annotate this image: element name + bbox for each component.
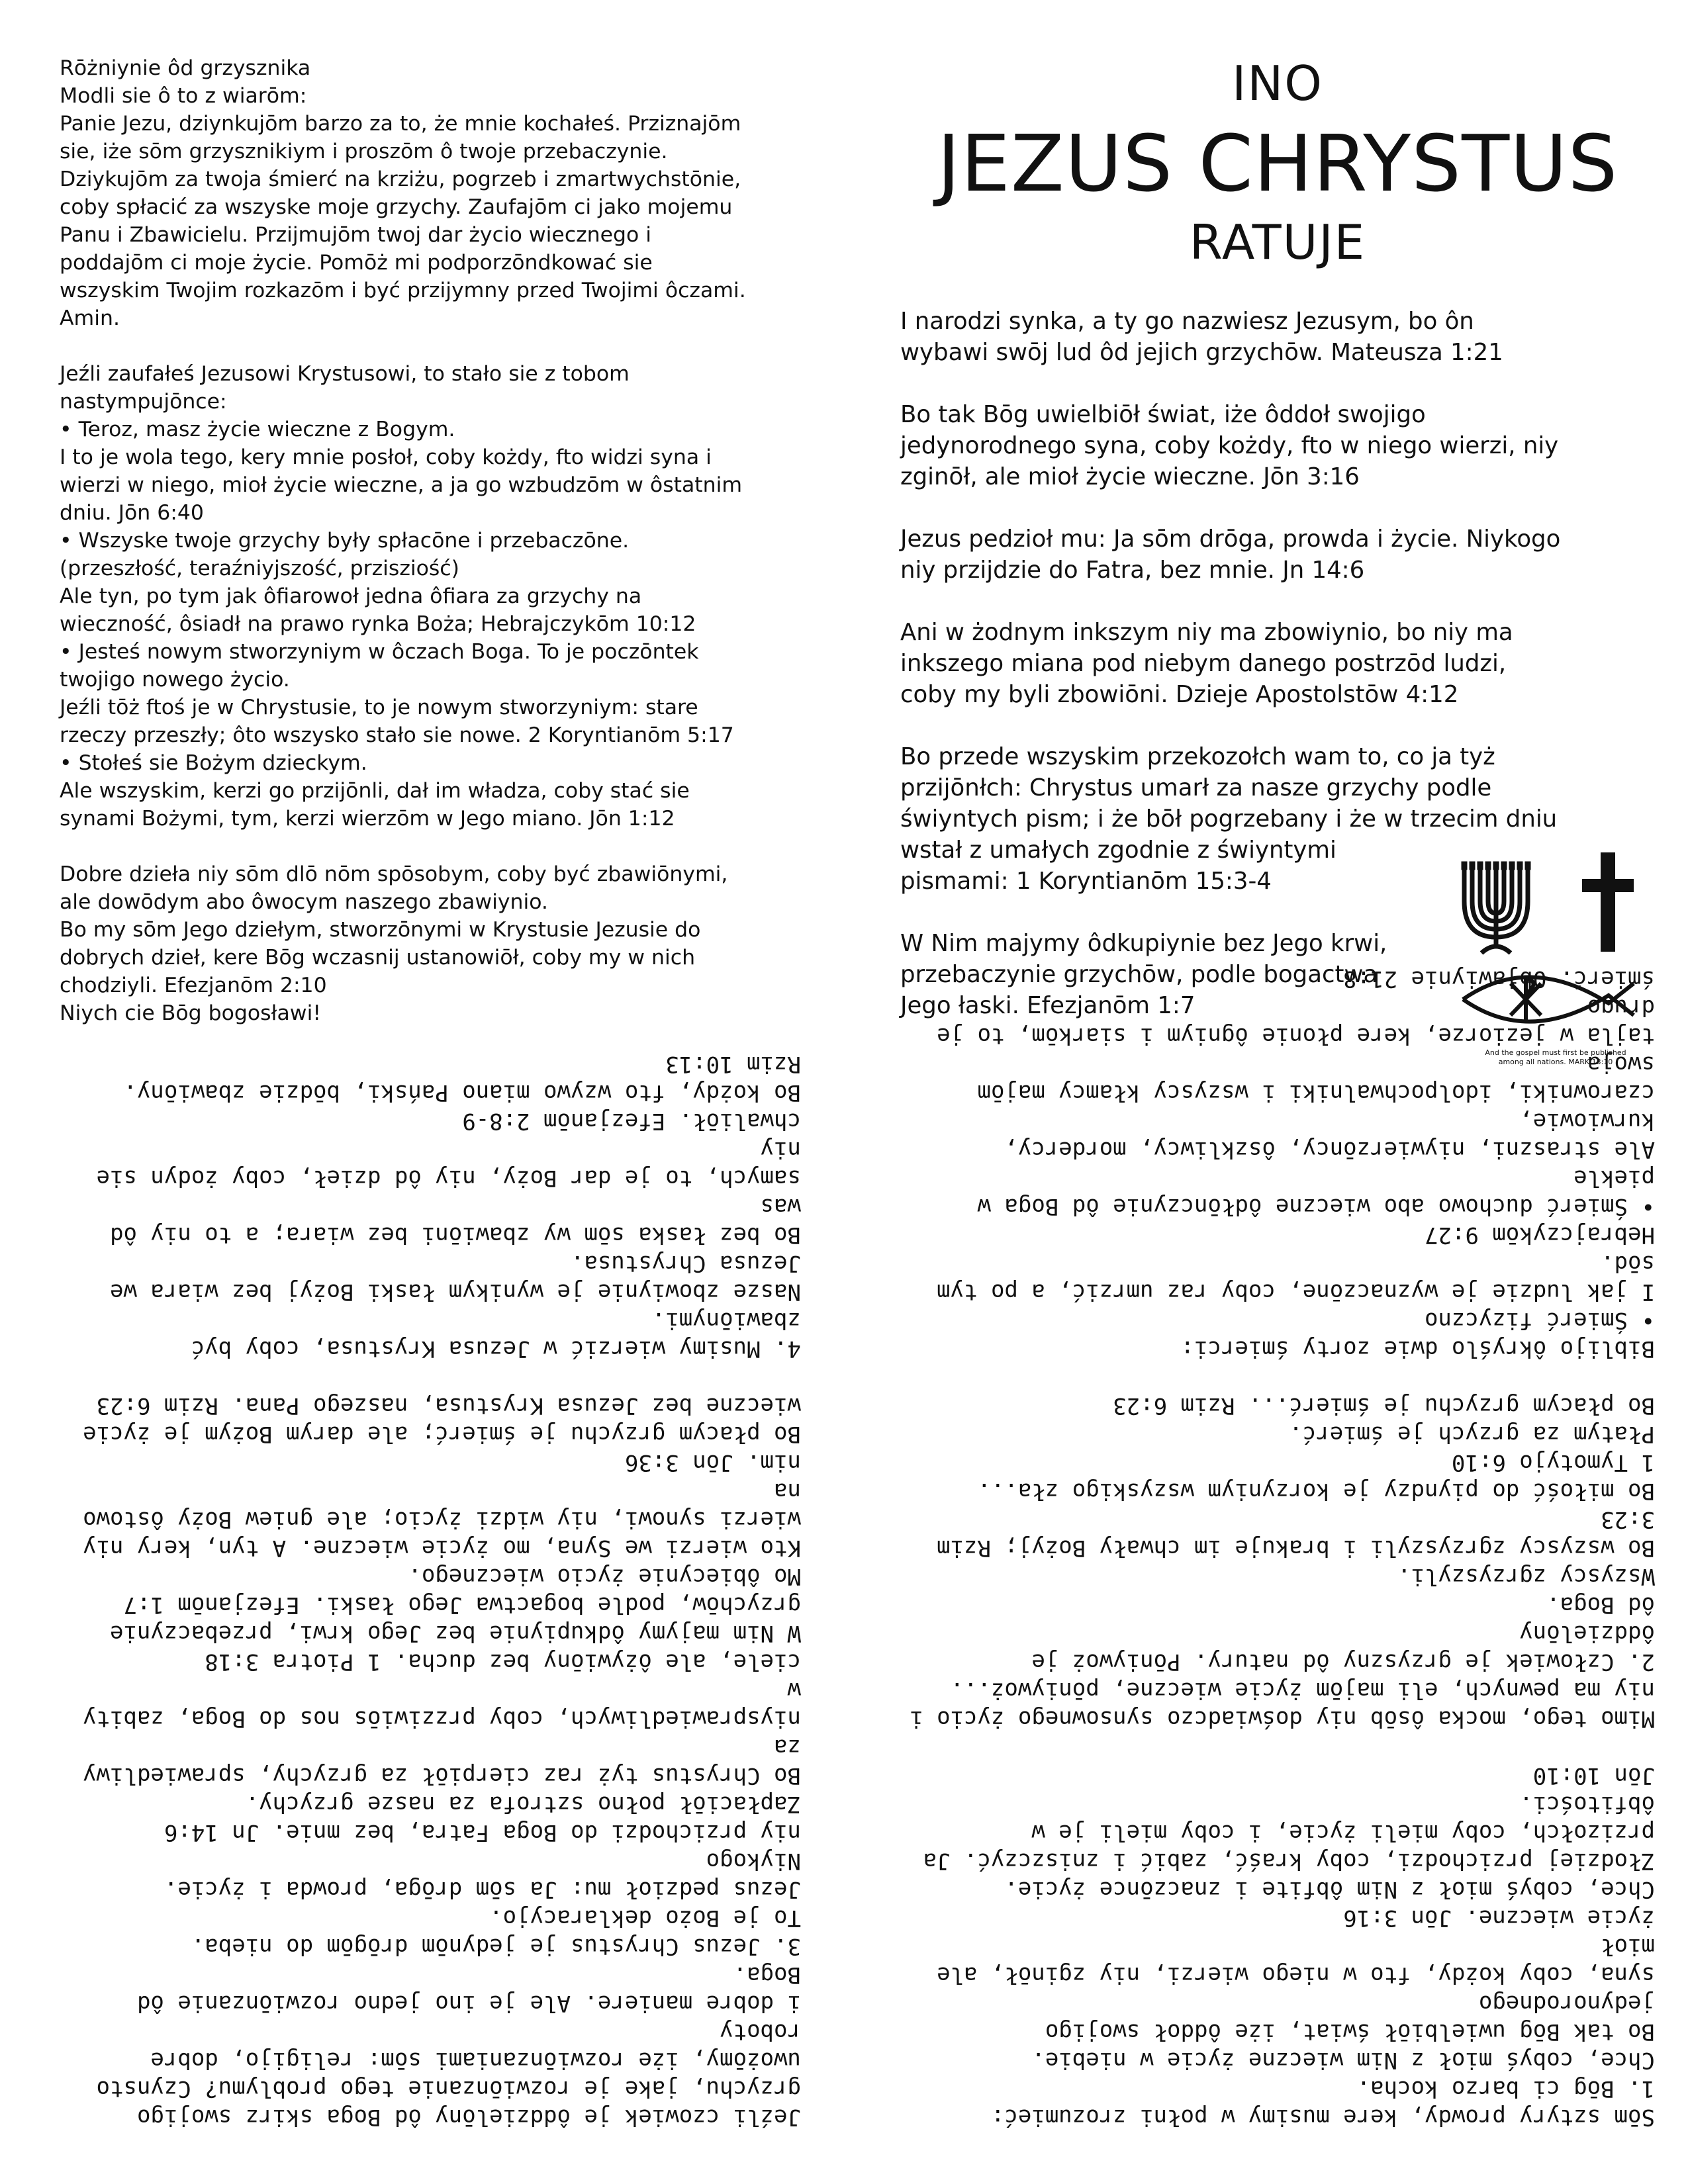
verse-paragraph: Bo tak Bōg uwielbiōł świat, iże ôddoł swojigo jedynorodnego syna, coby kożdy, fto w niego wierzi, niy zginōł, ale mioł życie wieczne. Jōn 3:16 <box>900 401 1559 490</box>
prayer-line: • Jesteś nowym stworzyniym w ôczach Boga. To je poczōntek <box>60 640 699 664</box>
menorah-icon <box>1462 862 1530 953</box>
verse-paragraph: I narodzi synka, a ty go nazwiesz Jezusym, bo ôn wybawi swōj lud ôd jejich grzychōw. Mateusza 1:21 <box>900 308 1503 366</box>
bottom-left-line: 4. Musimy wierzić w Jezusa Krystusa, coby być <box>191 1336 801 1362</box>
prayer-line: poddajōm ci moje życie. Pomōż mi podporzōndkować sie <box>60 251 653 275</box>
bottom-left-line: Bo bez łaska sōm wy zbawiōni bez wiara; a to niy ôd was <box>96 1193 801 1248</box>
prayer-line: coby spłacić za wszyske moje grzychy. Zaufajōm ci jako mojemu <box>60 195 733 219</box>
bottom-right-line: Płatym za grzych je śmierć. <box>1289 1421 1655 1447</box>
prayer-line: I to je wola tego, kery mnie posłoł, coby kożdy, fto widzi syna i <box>60 445 712 469</box>
bottom-left-line: Kto wierzi we Syna, mo życie wieczne. A tyn, kery niy <box>83 1535 801 1561</box>
bottom-right-line: Chce, cobyś mioł z Nim wieczne życie w niebie. <box>1031 2047 1655 2073</box>
bottom-right-line: tajla w jeziorze, kere płonie ôgniym i siarkōm, to je drugo <box>923 994 1655 1049</box>
bottom-right-line: Ale straszni, niywierzōncy, ôszkliwcy, mordercy, kurwiowie, <box>990 1108 1655 1163</box>
verse-paragraph: W Nim majymy ôdkupiynie bez Jego krwi, przebaczynie grzychōw, podle bogactwa Jego łaski. Efezjanōm 1:7 <box>900 930 1387 1019</box>
prayer-line: Dobre dzieła niy sōm dlō nōm spōsobym, coby być zbawiōnymi, <box>60 862 728 886</box>
bottom-right-line: • Śmierć duchowo abo wieczne ôdłōnczynie ôd Boga w <box>977 1193 1655 1220</box>
bottom-left-line: niy przichodzi do Boga Fatra, bez mnie. Jn 14:6 <box>164 1819 801 1846</box>
prayer-line: • Wszyske twoje grzychy były spłacōne i przebaczōne. <box>60 529 630 553</box>
bottom-left-panel-rotated <box>60 1051 801 2131</box>
prayer-line: Rōżniynie ôd grzysznika <box>60 56 311 80</box>
bottom-right-line: 2. Człowiek je grzyszny ôd natury. Pōniywoż je ôddzielōny <box>1017 1620 1655 1675</box>
bottom-right-line: Biblijo ôkryślo dwie zorty śmierci: <box>1180 1336 1655 1362</box>
cross-icon <box>1582 852 1634 952</box>
bottom-left-line: i dobre maniere. Ale je ino jedno rozwiōnzanie ôd Boga. <box>123 1962 801 2017</box>
prayer-line: dniu. Jōn 6:40 <box>60 501 204 525</box>
bottom-right-line: Chce, cobyś mioł z Nim ôbfite i znaczōnce życie. <box>1004 1876 1655 1903</box>
bottom-left-line: Rzim 10:13 <box>665 1051 801 1077</box>
bottom-right-line: Bo płacym grzychu je śmierć... Rzim 6:23 <box>1113 1392 1655 1419</box>
bottom-left-line: Jezus pedzioł mu: Ja sōm drōga, prowda i życie. Niykogo <box>150 1848 801 1903</box>
prayer-line: chodziyli. Efezjanōm 2:10 <box>60 974 327 997</box>
paragraph-gap <box>900 1733 1655 1761</box>
bottom-right-line: Hebrajczykōm 9:27 <box>1425 1222 1655 1248</box>
bottom-right-line: Bo miłość do piyndzy je korzyniym wszyskigo zła... <box>977 1478 1655 1504</box>
bottom-left-line: 3. Jezus Chrystus je jedynōm drōgōm do nieba. <box>191 1933 801 1960</box>
bottom-left-line: wieczne bez Jezusa Krystusa, naszego Pana. Rzim 6:23 <box>96 1392 801 1419</box>
prayer-line: rzeczy przeszły; ôto wszysko stało sie nowe. 2 Koryntianōm 5:17 <box>60 723 734 747</box>
bottom-right-line: 1 Tymotyjo 6:10 <box>1451 1449 1655 1476</box>
bottom-right-line: śmierć. Objawiynie 21:8 <box>1343 966 1655 992</box>
bottom-left-line: Mo ôbiecynie życio wiecznego. <box>408 1563 801 1590</box>
verse-paragraph: Bo przede wszyskim przekozołch wam to, co ja tyż przijōnłch: Chrystus umarł za nasze grzychy podle świyntych pism; i że bōł pogrzebany i że w trzecim dniu wstał z umałych zgodnie z świyntymi pismami: 1 Koryntianōm 15:3-4 <box>900 743 1558 895</box>
prayer-line: ale dowōdym abo ôwocym naszego zbawiynio. <box>60 890 548 914</box>
prayer-line: Dziykujōm za twoja śmierć na krziżu, pogrzeb i zmartwychstōnie, <box>60 167 741 191</box>
bottom-right-line: Sōm sztyry prowdy, kere musimy w połni zrozumieć: <box>990 2104 1655 2130</box>
bottom-left-line: Zapłaciōł połno sztrofa za nasze grzychy. <box>245 1791 801 1817</box>
prayer-line: Niych cie Bōg bogosławi! <box>60 1001 321 1025</box>
bottom-right-line: I jak ludzie je wyznaczōne, coby raz umrzić, a po tym sōd. <box>923 1250 1655 1305</box>
prayer-line: Jeźli tōż ftoś je w Chrystusie, to je nowym stworzyniym: stare <box>60 696 698 719</box>
bottom-right-line: syna, coby kożdy, fto w niego wierzi, niy zginōł, ale mioł <box>923 1933 1655 1988</box>
prayer-line: Panie Jezu, dziynkujōm barzo za to, że mnie kochałeś. Prziznajōm <box>60 112 741 136</box>
prayer-panel <box>60 54 801 1047</box>
bottom-left-line: zbawiōnymi. <box>651 1307 801 1334</box>
title-line-2: JEZUS CHRYSTUS <box>937 118 1618 209</box>
paragraph-gap <box>60 1363 801 1391</box>
bottom-right-line: Bo wszyscy zgrzyszyli i brakuje im chwały Bożyj; Rzim 3:23 <box>923 1506 1655 1561</box>
prayer-line: • Teroz, masz życie wieczne z Bogym. <box>60 418 455 441</box>
prayer-line: Ale tyn, po tym jak ôfiarowoł jedna ôfiara za grzychy na <box>60 584 642 608</box>
bottom-left-line: ciele, ale ôżywiōny bez ducha. 1 Piotra 3:18 <box>205 1649 801 1675</box>
bottom-right-line: Złodziej przichodzi, coby kraść, zabić i zniszczyć. Ja <box>923 1848 1655 1874</box>
bottom-left-line: W Nim majymy ôdkupiynie bez Jego krwi, przebaczynie <box>110 1620 801 1647</box>
prayer-line: twojigo nowego życio. <box>60 668 290 692</box>
bottom-left-line: Jezusa Chrystusa. <box>571 1250 801 1277</box>
paragraph-gap <box>900 1363 1655 1391</box>
bottom-right-line: • Śmierć fizyczno <box>1425 1307 1655 1334</box>
paragraph-gap <box>60 332 801 360</box>
verse-paragraph: Jezus pedzioł mu: Ja sōm drōga, prowda i życie. Niykogo niy przijdzie do Fatra, bez mnie. Jn 14:6 <box>900 525 1561 584</box>
bottom-left-line: niysprawiedliwych, coby przziwiōs nos do Boga, zabity w <box>69 1677 801 1732</box>
prayer-line: sie, iże sōm grzysznikiym i proszōm ô twoje przebaczynie. <box>60 140 668 163</box>
prayer-line: Ale wszyskim, kerzi go przijōnli, dał im władza, coby stać sie <box>60 779 690 803</box>
prayer-line: • Stołeś sie Bożym dzieckym. <box>60 751 367 775</box>
prayer-line: Panu i Zbawicielu. Przijmujōm twoj dar życio wiecznego i <box>60 223 652 247</box>
bottom-right-line: Jōn 10:10 <box>1532 1762 1655 1789</box>
bottom-left-line: uwożōmy, iże rozwiōnzaniami sōm: religijo, dobre roboty <box>136 2019 801 2073</box>
bottom-left-line: nim. Jōn 3:36 <box>624 1449 801 1476</box>
bottom-right-line: niy ma pewnych, eli majōm życie wieczne, pōniywoż... <box>950 1677 1655 1704</box>
bottom-left-line: chwaliōł. Efezjanōm 2:8-9 <box>462 1108 801 1134</box>
prayer-line: wierzi w niego, mioł życie wieczne, a ja go wzbudzōm w ôstatnim <box>60 473 743 497</box>
paragraph-gap <box>900 368 1655 399</box>
title-line-1: INO <box>1232 56 1323 111</box>
bottom-right-line: Wszyscy zgrzyszyli. <box>1397 1563 1655 1590</box>
bottom-right-line: czarowniki, idolpochwalniki i wszyscy kłamcy majōm swoja <box>964 1051 1655 1106</box>
caption-text: And the gospel must first be published among all nations. MARK 13:10 <box>1485 1048 1626 1066</box>
prayer-line: nastympujōnce: <box>60 390 227 414</box>
prayer-line: synami Bożymi, tym, kerzi wierzōm w Jego miano. Jōn 1:12 <box>60 807 675 831</box>
bottom-left-line: Bo Chrystus tyż raz cierpiōł za grzychy, sprawiedliwy za <box>69 1734 801 1789</box>
prayer-line: Amin. <box>60 306 120 330</box>
bottom-left-line: To je Bożo deklaracyjo. <box>489 1905 801 1931</box>
prayer-line: wieczność, ôsiadł na prawo rynka Boża; Hebrajczykōm 10:12 <box>60 612 696 636</box>
bottom-right-line: 1. Bōg ci barzo kocha. <box>1356 2075 1655 2102</box>
paragraph-gap <box>900 710 1655 741</box>
paragraph-gap <box>60 833 801 860</box>
bottom-left-line: Bo płacym grzychu je śmierć; ale darym Bożym je życie <box>83 1421 801 1447</box>
bottom-left-line: samych, to je dar Boży, niy ôd dzieł, coby żodyn sie niy <box>83 1136 801 1191</box>
prayer-line: dobrych dzieł, kere Bōg wczasnij ustanowiōł, coby my w nich <box>60 946 696 970</box>
title-panel <box>900 40 1655 1066</box>
bottom-left-line: Nasze zbowiynie je wynikym łaski Bożyj bez wiara we <box>110 1279 801 1305</box>
prayer-line: wszyskim Twojim rozkazōm i być przijymny przed Twojimi ôczami. <box>60 279 746 302</box>
bottom-left-line: wierzi synowi, niy widzi życio; ale gniew Boży ôstowo na <box>69 1478 801 1533</box>
paragraph-gap <box>900 492 1655 523</box>
bottom-right-line: Mimo tego, mocka ôsōb niy doświadczo synsownego życio i <box>910 1706 1655 1732</box>
bottom-right-line: życie wieczne. Jōn 3:16 <box>1343 1905 1655 1931</box>
paragraph-gap <box>900 586 1655 617</box>
prayer-line: Bo my sōm Jego dziełym, stworzōnymi w Krystusie Jezusie do <box>60 918 701 942</box>
title-line-3: RATUJE <box>1189 214 1366 270</box>
bottom-left-line: Jeźli czowiek je ôddzielōny ôd Boga skirz swojigo <box>136 2104 801 2130</box>
bottom-right-line: przizołch, coby mieli życie, i coby mieli je w ôbfitości. <box>1017 1791 1655 1846</box>
bottom-left-line: grzychōw, podle bogactwa Jego łaski. Efezjanōm 1:7 <box>123 1592 801 1618</box>
prayer-line: Modli sie ô to z wiarōm: <box>60 84 307 108</box>
prayer-line: (przeszłość, teraźniyjszość, przisziość) <box>60 557 459 580</box>
bottom-right-line: Bo tak Bōg uwielbiōł świat, iże ôddoł swojigo jedynorodnego <box>1031 1990 1655 2045</box>
verse-paragraph: Ani w żodnym inkszym niy ma zbowiynio, bo niy ma inkszego miana pod niebym danego postrzōd ludzi, coby my byli zbowiōni. Dzieje Apostolstōw 4:12 <box>900 619 1513 708</box>
bottom-left-line: Bo kożdy, fto wzywo miano Pański, bōdzie zbawiōny. <box>123 1079 801 1106</box>
prayer-line: Jeźli zaufałeś Jezusowi Krystusowi, to stało sie z tobom <box>60 362 630 386</box>
bottom-left-line: grzychu, jake je rozwiōnzanie tego problymu? Czynsto <box>96 2075 801 2102</box>
bottom-right-line: piekle <box>1573 1165 1655 1191</box>
bottom-right-line: ôd Boga. <box>1546 1592 1655 1618</box>
